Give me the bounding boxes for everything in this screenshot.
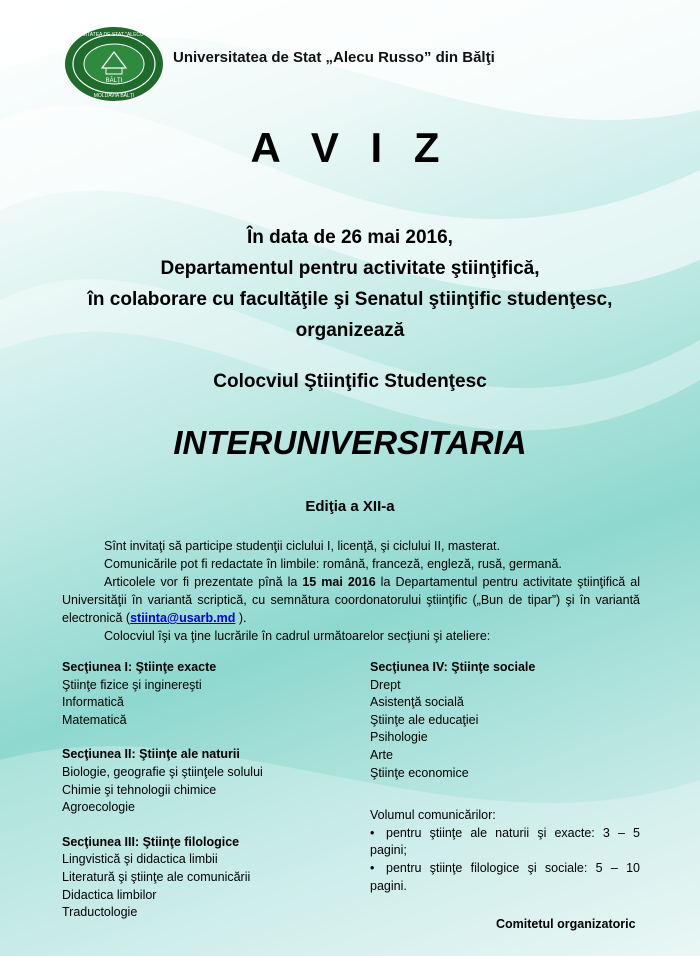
paragraph-sections-intro: Colocviul îşi va ţine lucrările în cadrul următoarelor secţiuni şi ateliere:	[104, 629, 491, 643]
list-item: Informatică	[62, 695, 124, 710]
section-title: Secţiunea II: Ştiinţe ale naturii	[62, 747, 240, 762]
intro-line-4: organizează	[295, 320, 405, 341]
list-item: Didactica limbilor	[62, 887, 157, 902]
body-text	[62, 537, 640, 645]
sections-left-column	[62, 659, 352, 922]
intro-line-2: Departamentul pentru activitate ştiinţifică,	[160, 258, 540, 279]
paragraph-participants: Sînt invitaţi să participe studenţii ciclului I, licenţă, şi ciclului II, masterat.	[104, 539, 500, 553]
list-item: Chimie şi tehnologii chimice	[62, 782, 217, 797]
list-item: Drept	[370, 677, 401, 692]
colloquium-title: Colocviul Ştiinţific Studenţesc	[213, 371, 487, 392]
seal-center-text: BĂLŢI	[105, 78, 123, 84]
paragraph-submission	[62, 573, 640, 627]
section-title: Secţiunea I: Ştiinţe exacte	[62, 660, 217, 674]
section-title: Secţiunea IV: Ştiinţe sociale	[370, 660, 536, 674]
volume-bullet-1-text: pentru ştiinţe ale naturii şi exacte: 3 – 5	[386, 825, 640, 840]
paragraph-languages: Comunicările pot fi redactate în limbile: română, franceză, engleză, rusă, germană.	[104, 557, 562, 571]
volume-bullet-1	[370, 825, 640, 843]
university-seal-icon	[62, 24, 166, 104]
list-item: Biologie, geografie şi ştiinţele solului	[62, 764, 263, 779]
list-item: Ştiinţe ale educaţiei	[370, 712, 479, 727]
edition-label: Ediţia a XII-a	[305, 498, 395, 515]
event-name: INTERUNIVERSITARIA	[173, 424, 527, 461]
deadline-date: 15 mai 2016	[302, 575, 376, 589]
sections-right-column	[370, 659, 640, 895]
list-item: Ştiinţe economice	[370, 765, 469, 780]
bullet-icon: •	[370, 825, 375, 840]
university-name: Universitatea de Stat „Alecu Russo” din Bălţi	[173, 49, 495, 66]
volume-bullet-2	[370, 860, 640, 878]
section-title: Secţiunea III: Ştiinţe filologice	[62, 834, 240, 849]
intro-block	[60, 222, 640, 346]
email-link[interactable]: stiinta@usarb.md	[130, 611, 236, 625]
list-item: Arte	[370, 747, 393, 762]
seal-ring-text-top: UNIVERSITATEA DE STAT "ALECU RUSSO"	[63, 32, 165, 38]
list-item: Ştiinţe fizice şi inginereşti	[62, 677, 202, 692]
list-item: Traductologie	[62, 905, 138, 920]
submission-text-middle: la Departamentul pentru activitate ştiinţifică al Universităţii în variantă scriptică, cu semnătura coordonatorului ştiinţific („Bun de tipar”) şi în variantă electronică (	[62, 575, 640, 625]
page-title: A V I Z	[250, 124, 450, 171]
list-item: Asistenţă socială	[370, 695, 464, 710]
volume-bullet-2-cont: pagini.	[370, 878, 407, 893]
intro-line-1: În data de 26 mai 2016,	[247, 227, 453, 248]
list-item: Matematică	[62, 712, 127, 727]
seal-ring-text-bottom: MOLDAVIA BĂLȚI	[93, 93, 135, 99]
list-item: Psihologie	[370, 730, 428, 745]
list-item: Lingvistică şi didactica limbii	[62, 852, 218, 867]
submission-text-end: ).	[235, 611, 247, 625]
bullet-icon: •	[370, 860, 375, 875]
list-item: Agroecologie	[62, 800, 135, 815]
volume-heading: Volumul comunicărilor:	[370, 808, 496, 823]
submission-text-start: Articolele vor fi prezentate pînă la	[104, 575, 303, 589]
intro-line-3: în colaborare cu facultăţile şi Senatul ştiinţific studenţesc,	[87, 289, 613, 310]
volume-bullet-1-cont: pagini;	[370, 843, 407, 858]
volume-bullet-2-text: pentru ştiinţe filologice şi sociale: 5 – 10	[386, 860, 640, 875]
organizing-committee: Comitetul organizatoric	[496, 917, 636, 931]
list-item: Literatură şi ştiinţe ale comunicării	[62, 869, 251, 884]
